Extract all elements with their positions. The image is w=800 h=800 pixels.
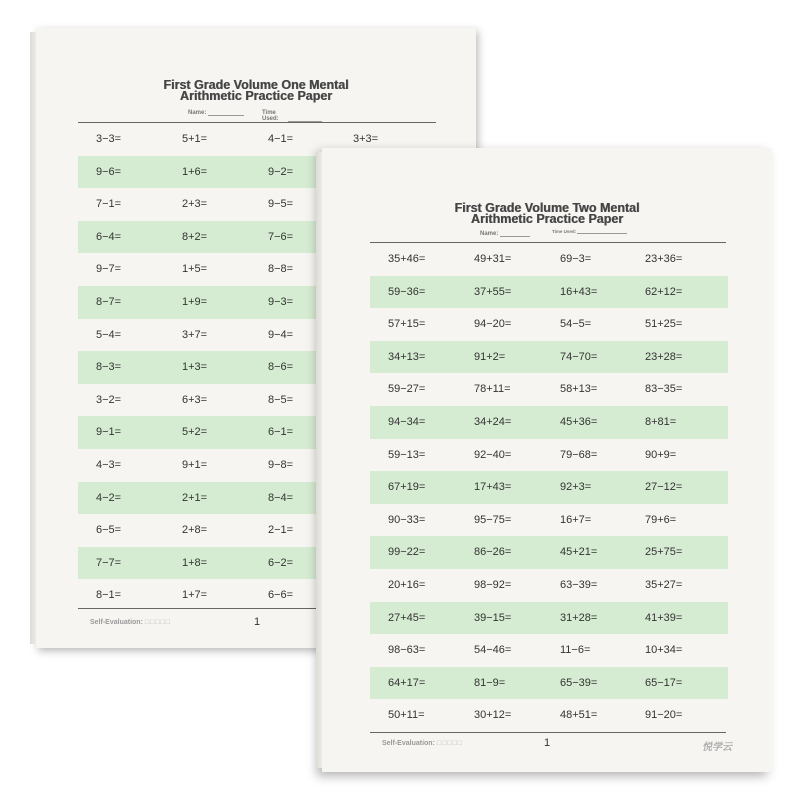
name-label: Name: [480, 231, 499, 237]
problem-cell: 8+2= [182, 230, 208, 243]
problem-cell: 8−3= [96, 361, 122, 374]
problem-cell: 6−1= [268, 426, 294, 439]
problem-cell: 59−27= [388, 383, 426, 396]
problem-cell: 79−68= [560, 448, 598, 461]
problem-cell: 34+13= [388, 350, 426, 363]
problem-cell: 64+17= [388, 676, 426, 689]
problem-cell: 16+43= [560, 285, 598, 298]
problem-cell: 4−1= [268, 133, 294, 145]
problem-row [370, 602, 728, 635]
problem-row [370, 243, 728, 276]
self-evaluation-label: Self-Evaluation: [382, 740, 435, 747]
problem-cell: 8−8= [268, 263, 294, 276]
self-evaluation-boxes: □□□□□ [436, 740, 463, 747]
problem-cell: 35+46= [388, 253, 426, 265]
problem-cell: 2+3= [182, 198, 208, 211]
problem-cell: 50+11= [388, 709, 425, 722]
problem-cell: 7−1= [96, 198, 122, 211]
self-evaluation-label: Self-Evaluation: [90, 619, 143, 626]
problem-cell: 91−20= [645, 709, 683, 722]
problem-cell: 3+3= [353, 133, 379, 145]
problem-cell: 6−2= [268, 556, 294, 569]
brand-logo: 悦学云 [702, 742, 732, 753]
page-stack-edge [316, 152, 322, 768]
problem-row [370, 439, 728, 472]
problem-cell: 2−1= [268, 524, 294, 537]
problem-cell: 90−33= [388, 513, 426, 526]
problem-cell: 6−4= [96, 230, 122, 243]
time-label: Time Used: [552, 229, 577, 234]
problem-cell: 8−5= [268, 393, 294, 406]
problem-cell: 67+19= [388, 481, 426, 494]
problem-cell: 6+3= [182, 393, 208, 406]
problem-rows [370, 243, 728, 732]
problem-cell: 57+15= [388, 318, 426, 331]
problem-cell: 51+25= [645, 318, 683, 331]
problem-cell: 4−3= [96, 458, 122, 471]
problem-cell: 8−7= [96, 295, 122, 308]
problem-cell: 8−4= [268, 491, 294, 504]
time-field [552, 229, 627, 234]
problem-row [370, 699, 728, 732]
problem-cell: 98−92= [474, 578, 512, 591]
problem-row [370, 634, 728, 667]
problem-cell: 8−6= [268, 361, 294, 374]
problem-cell: 31+28= [560, 611, 598, 624]
self-evaluation [382, 740, 463, 747]
problem-row [370, 504, 728, 537]
problem-cell: 65−39= [560, 676, 598, 689]
problem-cell: 45+36= [560, 415, 598, 428]
problem-cell: 63−39= [560, 578, 598, 591]
worksheet-title [36, 80, 476, 102]
problem-cell: 94−20= [474, 318, 512, 331]
problem-cell: 1+8= [182, 556, 208, 569]
problem-cell: 9+1= [182, 458, 208, 471]
problem-cell: 65−17= [645, 676, 683, 689]
problem-row [370, 471, 728, 504]
problem-cell: 6−5= [96, 524, 122, 537]
name-field [480, 231, 530, 237]
problem-cell: 17+43= [474, 481, 512, 494]
problem-cell: 23+36= [645, 253, 683, 265]
problem-cell: 92−40= [474, 448, 512, 461]
problem-cell: 39−15= [474, 611, 512, 624]
problem-cell: 1+5= [182, 263, 208, 276]
problem-cell: 99−22= [388, 546, 426, 559]
problem-cell: 41+39= [645, 611, 683, 624]
problem-cell: 4−2= [96, 491, 122, 504]
title-line-1: First Grade Volume One Mental [163, 78, 349, 92]
time-label: Time Used: [262, 110, 279, 122]
problem-cell: 69−3= [560, 253, 592, 265]
problem-cell: 37+55= [474, 285, 512, 298]
problem-cell: 23+28= [645, 350, 683, 363]
problem-cell: 1+9= [182, 295, 208, 308]
problem-cell: 90+9= [645, 448, 677, 461]
problem-cell: 8−1= [96, 589, 122, 602]
time-field [262, 110, 290, 122]
problem-cell: 25+75= [645, 546, 683, 559]
problem-cell: 9−5= [268, 198, 294, 211]
problem-cell: 16+7= [560, 513, 592, 526]
problem-row [370, 341, 728, 374]
problem-cell: 45+21= [560, 546, 598, 559]
problem-row [370, 308, 728, 341]
problem-cell: 74−70= [560, 350, 598, 363]
problem-cell: 59−36= [388, 285, 426, 298]
problem-cell: 9−8= [268, 458, 294, 471]
problem-row [370, 667, 728, 700]
problem-cell: 5+2= [182, 426, 208, 439]
problem-cell: 8+81= [645, 415, 677, 428]
worksheet-title [322, 203, 772, 225]
problem-cell: 1+3= [182, 361, 208, 374]
problem-cell: 83−35= [645, 383, 683, 396]
problem-cell: 79+6= [645, 513, 677, 526]
name-field [188, 110, 244, 116]
problem-row [370, 373, 728, 406]
problem-cell: 1+7= [182, 589, 208, 602]
title-line-1: First Grade Volume Two Mental [454, 201, 640, 215]
name-blank [208, 115, 244, 116]
problem-cell: 35+27= [645, 578, 683, 591]
problem-cell: 7−6= [268, 230, 294, 243]
problem-row [370, 276, 728, 309]
problem-cell: 9−2= [268, 165, 294, 178]
problem-cell: 5−4= [96, 328, 122, 341]
title-line-2: Arithmetic Practice Paper [179, 89, 333, 103]
problem-cell: 30+12= [474, 709, 512, 722]
footer-rule [370, 732, 726, 733]
problem-cell: 6−6= [268, 589, 294, 602]
problem-row [370, 569, 728, 602]
self-evaluation-boxes: □□□□□ [144, 619, 171, 626]
problem-cell: 9−6= [96, 165, 122, 178]
problem-cell: 3+7= [182, 328, 208, 341]
problem-cell: 3−3= [96, 133, 122, 145]
problem-cell: 5+1= [182, 133, 208, 145]
problem-cell: 34+24= [474, 415, 512, 428]
problem-cell: 9−4= [268, 328, 294, 341]
problem-cell: 62+12= [645, 285, 683, 298]
worksheet-volume-two [322, 148, 772, 772]
problem-cell: 95−75= [474, 513, 512, 526]
problem-cell: 3−2= [96, 393, 122, 406]
problem-cell: 98−63= [388, 644, 426, 657]
problem-cell: 9−1= [96, 426, 122, 439]
page-number: 1 [254, 616, 261, 628]
problem-cell: 91+2= [474, 350, 506, 363]
problem-cell: 7−7= [96, 556, 122, 569]
problem-cell: 11−6= [560, 644, 591, 657]
name-label: Name: [188, 110, 207, 116]
problem-cell: 9−3= [268, 295, 294, 308]
problem-cell: 92+3= [560, 481, 592, 494]
self-evaluation [90, 619, 171, 626]
problem-cell: 2+8= [182, 524, 208, 537]
problem-cell: 27+45= [388, 611, 426, 624]
problem-cell: 27−12= [645, 481, 683, 494]
problem-cell: 10+34= [645, 644, 683, 657]
problem-cell: 54−46= [474, 644, 512, 657]
name-blank [500, 236, 530, 237]
problem-cell: 54−5= [560, 318, 592, 331]
problem-cell: 58+13= [560, 383, 598, 396]
problem-row [370, 536, 728, 569]
problem-cell: 9−7= [96, 263, 122, 276]
problem-cell: 20+16= [388, 578, 426, 591]
problem-cell: 59−13= [388, 448, 426, 461]
problem-cell: 49+31= [474, 253, 512, 265]
problem-row [370, 406, 728, 439]
problem-cell: 81−9= [474, 676, 506, 689]
problem-cell: 2+1= [182, 491, 208, 504]
time-blank [577, 233, 627, 234]
problem-cell: 86−26= [474, 546, 512, 559]
problem-cell: 78+11= [474, 383, 511, 396]
page-stack-edge [30, 32, 36, 644]
problem-cell: 94−34= [388, 415, 426, 428]
problem-cell: 1+6= [182, 165, 208, 178]
page-number: 1 [544, 737, 551, 749]
title-line-2: Arithmetic Practice Paper [470, 212, 624, 226]
problem-cell: 48+51= [560, 709, 598, 722]
